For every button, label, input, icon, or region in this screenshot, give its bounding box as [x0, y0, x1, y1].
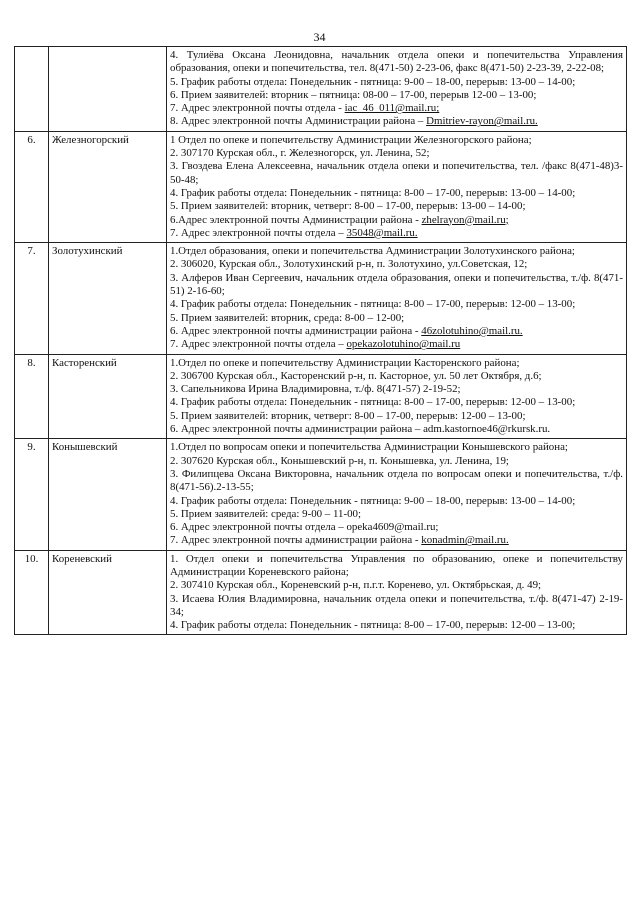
guardianship-departments-table — [14, 46, 627, 635]
info-line: 1.Отдел по вопросам опеки и попечительства Администрации Конышевского района; — [170, 441, 568, 454]
email-link[interactable]: Dmitriev-rayon@mail.ru. — [426, 115, 538, 128]
info-line: 1. Отдел опеки и попечительства Управления по образованию, опеке и попечительству Администрации Кореневского района; — [170, 552, 623, 578]
info-line: 6. Адрес электронной почты отдела – opeka4609@mail.ru; — [170, 521, 439, 534]
table-row — [15, 439, 627, 550]
email-link[interactable]: opekazolotuhino@mail.ru — [346, 338, 461, 351]
table-row — [15, 550, 627, 635]
row-number: 6. — [15, 131, 49, 242]
info-line: 4. График работы отдела: Понедельник - пятница: 9-00 – 18-00, перерыв: 13-00 – 14-00; — [170, 494, 576, 507]
email-link[interactable]: konadmin@mail.ru. — [421, 534, 509, 547]
info-line: 4. График работы отдела: Понедельник - пятница: 8-00 – 17-00, перерыв: 12-00 – 13-00; — [170, 619, 576, 632]
info-line: 5. Прием заявителей: вторник, четверг: 8-00 – 17-00, перерыв: 12-00 – 13-00; — [170, 409, 526, 422]
email-label: 7. Адрес электронной почты отдела - — [170, 102, 345, 115]
email-link[interactable]: zhelrayon@mail.ru; — [421, 213, 509, 226]
department-info — [167, 439, 627, 550]
table-row — [15, 131, 627, 242]
district-name: Золотухинский — [49, 243, 167, 354]
email-line — [170, 115, 623, 128]
info-line: 3. Гвоздева Елена Алексеевна, начальник отдела опеки и попечительства, тел. /факс 8(471-48)3-50-48; — [170, 160, 623, 186]
email-line — [170, 214, 623, 227]
info-line: 4. Тулиёва Оксана Леонидовна, начальник отдела опеки и попечительства Управления образования, опеки и попечительства, тел. 8(471-50) 2-23-06, факс 8(471-50) 2-23-39, 2-22-08; — [170, 49, 623, 75]
district-name: Касторенский — [49, 354, 167, 439]
info-line: 5. Прием заявителей: вторник, четверг: 8-00 – 17-00, перерыв: 13-00 – 14-00; — [170, 200, 526, 213]
info-line: 5. График работы отдела: Понедельник - пятница: 9-00 – 18-00, перерыв: 13-00 – 14-00; — [170, 75, 576, 88]
info-line: 2. 307620 Курская обл., Конышевский р-н, п. Конышевка, ул. Ленина, 19; — [170, 454, 509, 467]
email-label: 7. Адрес электронной почты отдела – — [170, 226, 347, 239]
info-line: 5. Прием заявителей: среда: 9-00 – 11-00; — [170, 507, 362, 520]
row-number — [15, 47, 49, 132]
department-info — [167, 47, 627, 132]
info-line: 6. Адрес электронной почты администрации района – adm.kastornoe46@rkursk.ru. — [170, 423, 551, 436]
email-label: 6. Адрес электронной почты администрации района - — [170, 324, 422, 337]
info-line: 5. Прием заявителей: вторник, среда: 8-00 – 12-00; — [170, 311, 405, 324]
page-number: 34 — [313, 30, 326, 44]
info-line: 3. Алферов Иван Сергеевич, начальник отдела образования, опеки и попечительства, т./ф. 8(471-51) 2-16-60; — [170, 271, 623, 298]
row-number: 8. — [15, 354, 49, 439]
email-line — [170, 227, 623, 240]
info-line: 1.Отдел по опеке и попечительству Администрации Касторенского района; — [170, 356, 520, 369]
info-line: 3. Исаева Юлия Владимировна, начальник отдела опеки и попечительства, т./ф. 8(471-47) 2-19-34; — [170, 592, 623, 618]
email-label: 7. Адрес электронной почты отдела – — [170, 338, 347, 351]
info-line: 1 Отдел по опеке и попечительству Администрации Железногорского района; — [170, 133, 532, 146]
email-line — [170, 325, 623, 338]
department-info — [167, 354, 627, 439]
email-line — [170, 102, 623, 115]
info-line: 4. График работы отдела: Понедельник - пятница: 8-00 – 17-00, перерыв: 13-00 – 14-00; — [170, 186, 576, 199]
email-label: 8. Адрес электронной почты Администрации района – — [170, 115, 427, 128]
department-info — [167, 131, 627, 242]
info-line: 6. Прием заявителей: вторник – пятница: 08-00 – 17-00, перерыв 12-00 – 13-00; — [170, 88, 537, 101]
email-link[interactable]: iac_46_011@mail.ru; — [344, 102, 440, 115]
department-info — [167, 550, 627, 635]
district-name: Железногорский — [49, 131, 167, 242]
info-line: 3. Филипцева Оксана Викторовна, начальник отдела по вопросам опеки и попечительства, т./ф. 8(471-56).2-13-55; — [170, 467, 623, 494]
district-name — [49, 47, 167, 132]
table-row — [15, 243, 627, 354]
info-line: 1.Отдел образования, опеки и попечительства Администрации Золотухинского района; — [170, 245, 575, 258]
table-row — [15, 354, 627, 439]
email-link[interactable]: 35048@mail.ru. — [346, 226, 418, 239]
row-number: 9. — [15, 439, 49, 550]
table-row — [15, 47, 627, 132]
info-line: 2. 306020, Курская обл., Золотухинский р-н, п. Золотухино, ул.Советская, 12; — [170, 258, 528, 271]
info-line: 4. График работы отдела: Понедельник - пятница: 8-00 – 17-00, перерыв: 12-00 – 13-00; — [170, 298, 576, 311]
department-info — [167, 243, 627, 354]
email-line — [170, 534, 623, 547]
row-number: 7. — [15, 243, 49, 354]
email-line — [170, 338, 623, 351]
district-name: Конышевский — [49, 439, 167, 550]
info-line: 2. 307410 Курская обл., Кореневский р-н, п.г.т. Коренево, ул. Октябрьская, д. 49; — [170, 579, 542, 592]
district-name: Кореневский — [49, 550, 167, 635]
row-number: 10. — [15, 550, 49, 635]
info-line: 3. Сапельникова Ирина Владимировна, т./ф. 8(471-57) 2-19-52; — [170, 383, 461, 396]
info-line: 2. 306700 Курская обл., Касторенский р-н, п. Касторное, ул. 50 лет Октября, д.6; — [170, 369, 542, 382]
email-label: 7. Адрес электронной почты администрации района - — [170, 534, 422, 547]
email-label: 6.Адрес электронной почты Администрации района - — [170, 213, 422, 226]
info-line: 2. 307170 Курская обл., г. Железногорск, ул. Ленина, 52; — [170, 147, 430, 160]
info-line: 4. График работы отдела: Понедельник - пятница: 8-00 – 17-00, перерыв: 12-00 – 13-00; — [170, 396, 576, 409]
email-link[interactable]: 46zolotuhino@mail.ru. — [421, 324, 523, 337]
